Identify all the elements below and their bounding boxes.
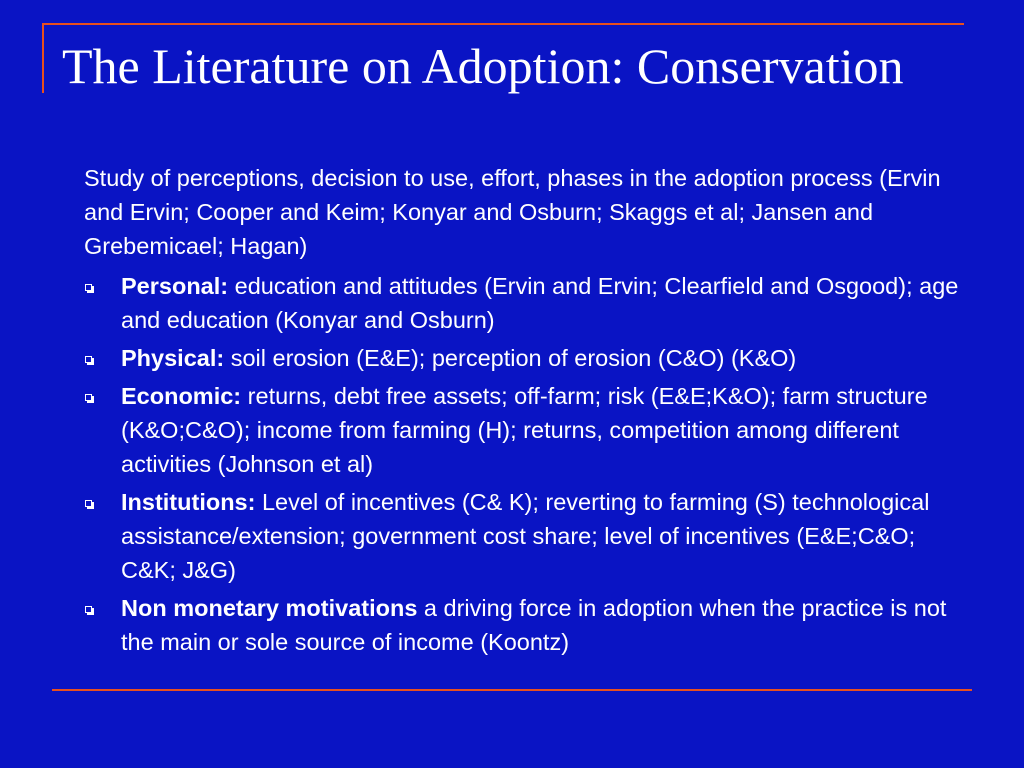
intro-paragraph: Study of perceptions, decision to use, effort, phases in the adoption process (Ervin and Ervin; Cooper and Keim; Konyar and Osburn; Skaggs et al; Jansen and Grebemicael; Hagan) [84,165,941,259]
hollow-square-bullet-icon [85,356,92,363]
bullet-personal [84,269,964,337]
bullet-text: Level of incentives (C& K); reverting to farming (S) technological assistance/extension; government cost share; level of incentives (E&E;C&O; C&K; J&G) [121,489,930,583]
bullet-institutions [84,485,964,587]
footer-rule [52,689,972,691]
slide-title: The Literature on Adoption: Conservation [62,38,904,94]
bullet-economic [84,379,964,481]
bullet-text: a driving force in adoption when the practice is not the main or sole source of income (Koontz) [121,595,947,655]
title-rule-left [42,23,44,93]
bullet-list [84,269,964,663]
hollow-square-bullet-icon [85,394,92,401]
bullet-physical [84,341,964,375]
bullet-text: returns, debt free assets; off-farm; risk (E&E;K&O); farm structure (K&O;C&O); income from farming (H); returns, competition among different activities (Johnson et al) [121,383,928,477]
bullet-label: Economic: [121,383,242,409]
bullet-text: soil erosion (E&E); perception of erosion (C&O) (K&O) [224,345,797,371]
hollow-square-bullet-icon [85,606,92,613]
hollow-square-bullet-icon [85,284,92,291]
bullet-label: Non monetary motivations [121,595,418,621]
bullet-label: Personal: [121,273,229,299]
title-rule-top [42,23,964,25]
bullet-text: education and attitudes (Ervin and Ervin; Clearfield and Osgood); age and education (Konyar and Osburn) [121,273,959,333]
hollow-square-bullet-icon [85,500,92,507]
bullet-label: Physical: [121,345,225,371]
bullet-non-monetary [84,591,964,659]
bullet-label: Institutions: [121,489,256,515]
